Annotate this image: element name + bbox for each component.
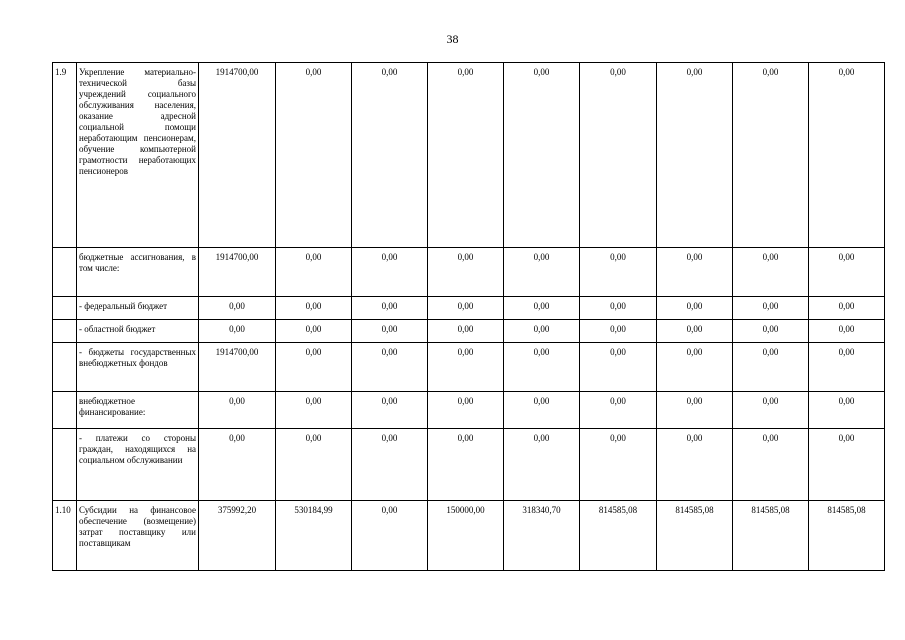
value-cell: 0,00 [809,343,885,392]
value-cell: 0,00 [428,297,504,320]
value-cell: 0,00 [504,63,580,248]
value-cell: 0,00 [276,63,352,248]
row-label: Укрепление материально-технической базы учреждений социального обслуживания населения, оказание адресной социальной помощи неработающим пенсионерам, обучение компьютерной грамотности неработающих пенсионеров [77,63,199,248]
table-row [53,429,885,501]
row-index [53,297,77,320]
row-label: - областной бюджет [77,320,199,343]
value-cell: 0,00 [580,343,657,392]
value-cell: 0,00 [733,297,809,320]
table-row [53,320,885,343]
value-cell: 318340,70 [504,501,580,571]
value-cell: 0,00 [504,429,580,501]
value-cell: 0,00 [276,343,352,392]
row-index [53,320,77,343]
row-label: бюджетные ассигнования, в том числе: [77,248,199,297]
row-index [53,343,77,392]
value-cell: 0,00 [580,320,657,343]
value-cell: 814585,08 [733,501,809,571]
value-cell: 0,00 [504,392,580,429]
value-cell: 0,00 [276,429,352,501]
value-cell: 0,00 [809,248,885,297]
value-cell: 1914700,00 [199,343,276,392]
value-cell: 0,00 [580,248,657,297]
table-row [53,392,885,429]
value-cell: 0,00 [809,429,885,501]
value-cell: 0,00 [276,320,352,343]
budget-table-body [53,63,885,571]
value-cell: 0,00 [733,248,809,297]
value-cell: 814585,08 [580,501,657,571]
value-cell: 0,00 [276,392,352,429]
value-cell: 375992,20 [199,501,276,571]
value-cell: 0,00 [199,320,276,343]
row-label: - платежи со стороны граждан, находящихся на социальном обслуживании [77,429,199,501]
value-cell: 0,00 [809,392,885,429]
value-cell: 0,00 [657,392,733,429]
value-cell: 0,00 [733,392,809,429]
page-number: 38 [446,32,459,46]
row-label: внебюджетное финансирование: [77,392,199,429]
value-cell: 0,00 [352,320,428,343]
value-cell: 0,00 [657,248,733,297]
value-cell: 0,00 [580,392,657,429]
value-cell: 814585,08 [657,501,733,571]
value-cell: 0,00 [809,320,885,343]
value-cell: 1914700,00 [199,248,276,297]
value-cell: 0,00 [352,501,428,571]
row-index [53,392,77,429]
value-cell: 814585,08 [809,501,885,571]
value-cell: 0,00 [276,248,352,297]
value-cell: 0,00 [352,343,428,392]
value-cell: 0,00 [657,63,733,248]
value-cell: 0,00 [352,297,428,320]
value-cell: 0,00 [580,297,657,320]
budget-table [52,62,885,571]
value-cell: 0,00 [428,343,504,392]
value-cell: 0,00 [428,429,504,501]
row-index [53,429,77,501]
table-row [53,343,885,392]
value-cell: 0,00 [580,429,657,501]
row-label: - федеральный бюджет [77,297,199,320]
row-index: 1.10 [53,501,77,571]
table-row [53,63,885,248]
value-cell: 0,00 [657,297,733,320]
value-cell: 0,00 [504,343,580,392]
value-cell: 0,00 [428,320,504,343]
value-cell: 0,00 [733,429,809,501]
value-cell: 0,00 [733,320,809,343]
value-cell: 0,00 [657,429,733,501]
value-cell: 0,00 [504,248,580,297]
value-cell: 0,00 [657,320,733,343]
table-row [53,297,885,320]
row-index: 1.9 [53,63,77,248]
value-cell: 0,00 [428,248,504,297]
value-cell: 0,00 [809,63,885,248]
value-cell: 0,00 [504,320,580,343]
value-cell: 150000,00 [428,501,504,571]
table-row [53,501,885,571]
value-cell: 0,00 [580,63,657,248]
value-cell: 0,00 [352,392,428,429]
row-index [53,248,77,297]
row-label: Субсидии на финансовое обеспечение (возмещение) затрат поставщику или поставщикам [77,501,199,571]
value-cell: 0,00 [352,248,428,297]
row-label: - бюджеты государственных внебюджетных фондов [77,343,199,392]
value-cell: 0,00 [199,429,276,501]
value-cell: 0,00 [428,392,504,429]
value-cell: 0,00 [504,297,580,320]
value-cell: 0,00 [809,297,885,320]
value-cell: 0,00 [276,297,352,320]
value-cell: 1914700,00 [199,63,276,248]
value-cell: 0,00 [657,343,733,392]
value-cell: 0,00 [352,429,428,501]
value-cell: 0,00 [352,63,428,248]
table-row [53,248,885,297]
value-cell: 0,00 [199,297,276,320]
value-cell: 0,00 [428,63,504,248]
value-cell: 530184,99 [276,501,352,571]
value-cell: 0,00 [199,392,276,429]
value-cell: 0,00 [733,63,809,248]
value-cell: 0,00 [733,343,809,392]
